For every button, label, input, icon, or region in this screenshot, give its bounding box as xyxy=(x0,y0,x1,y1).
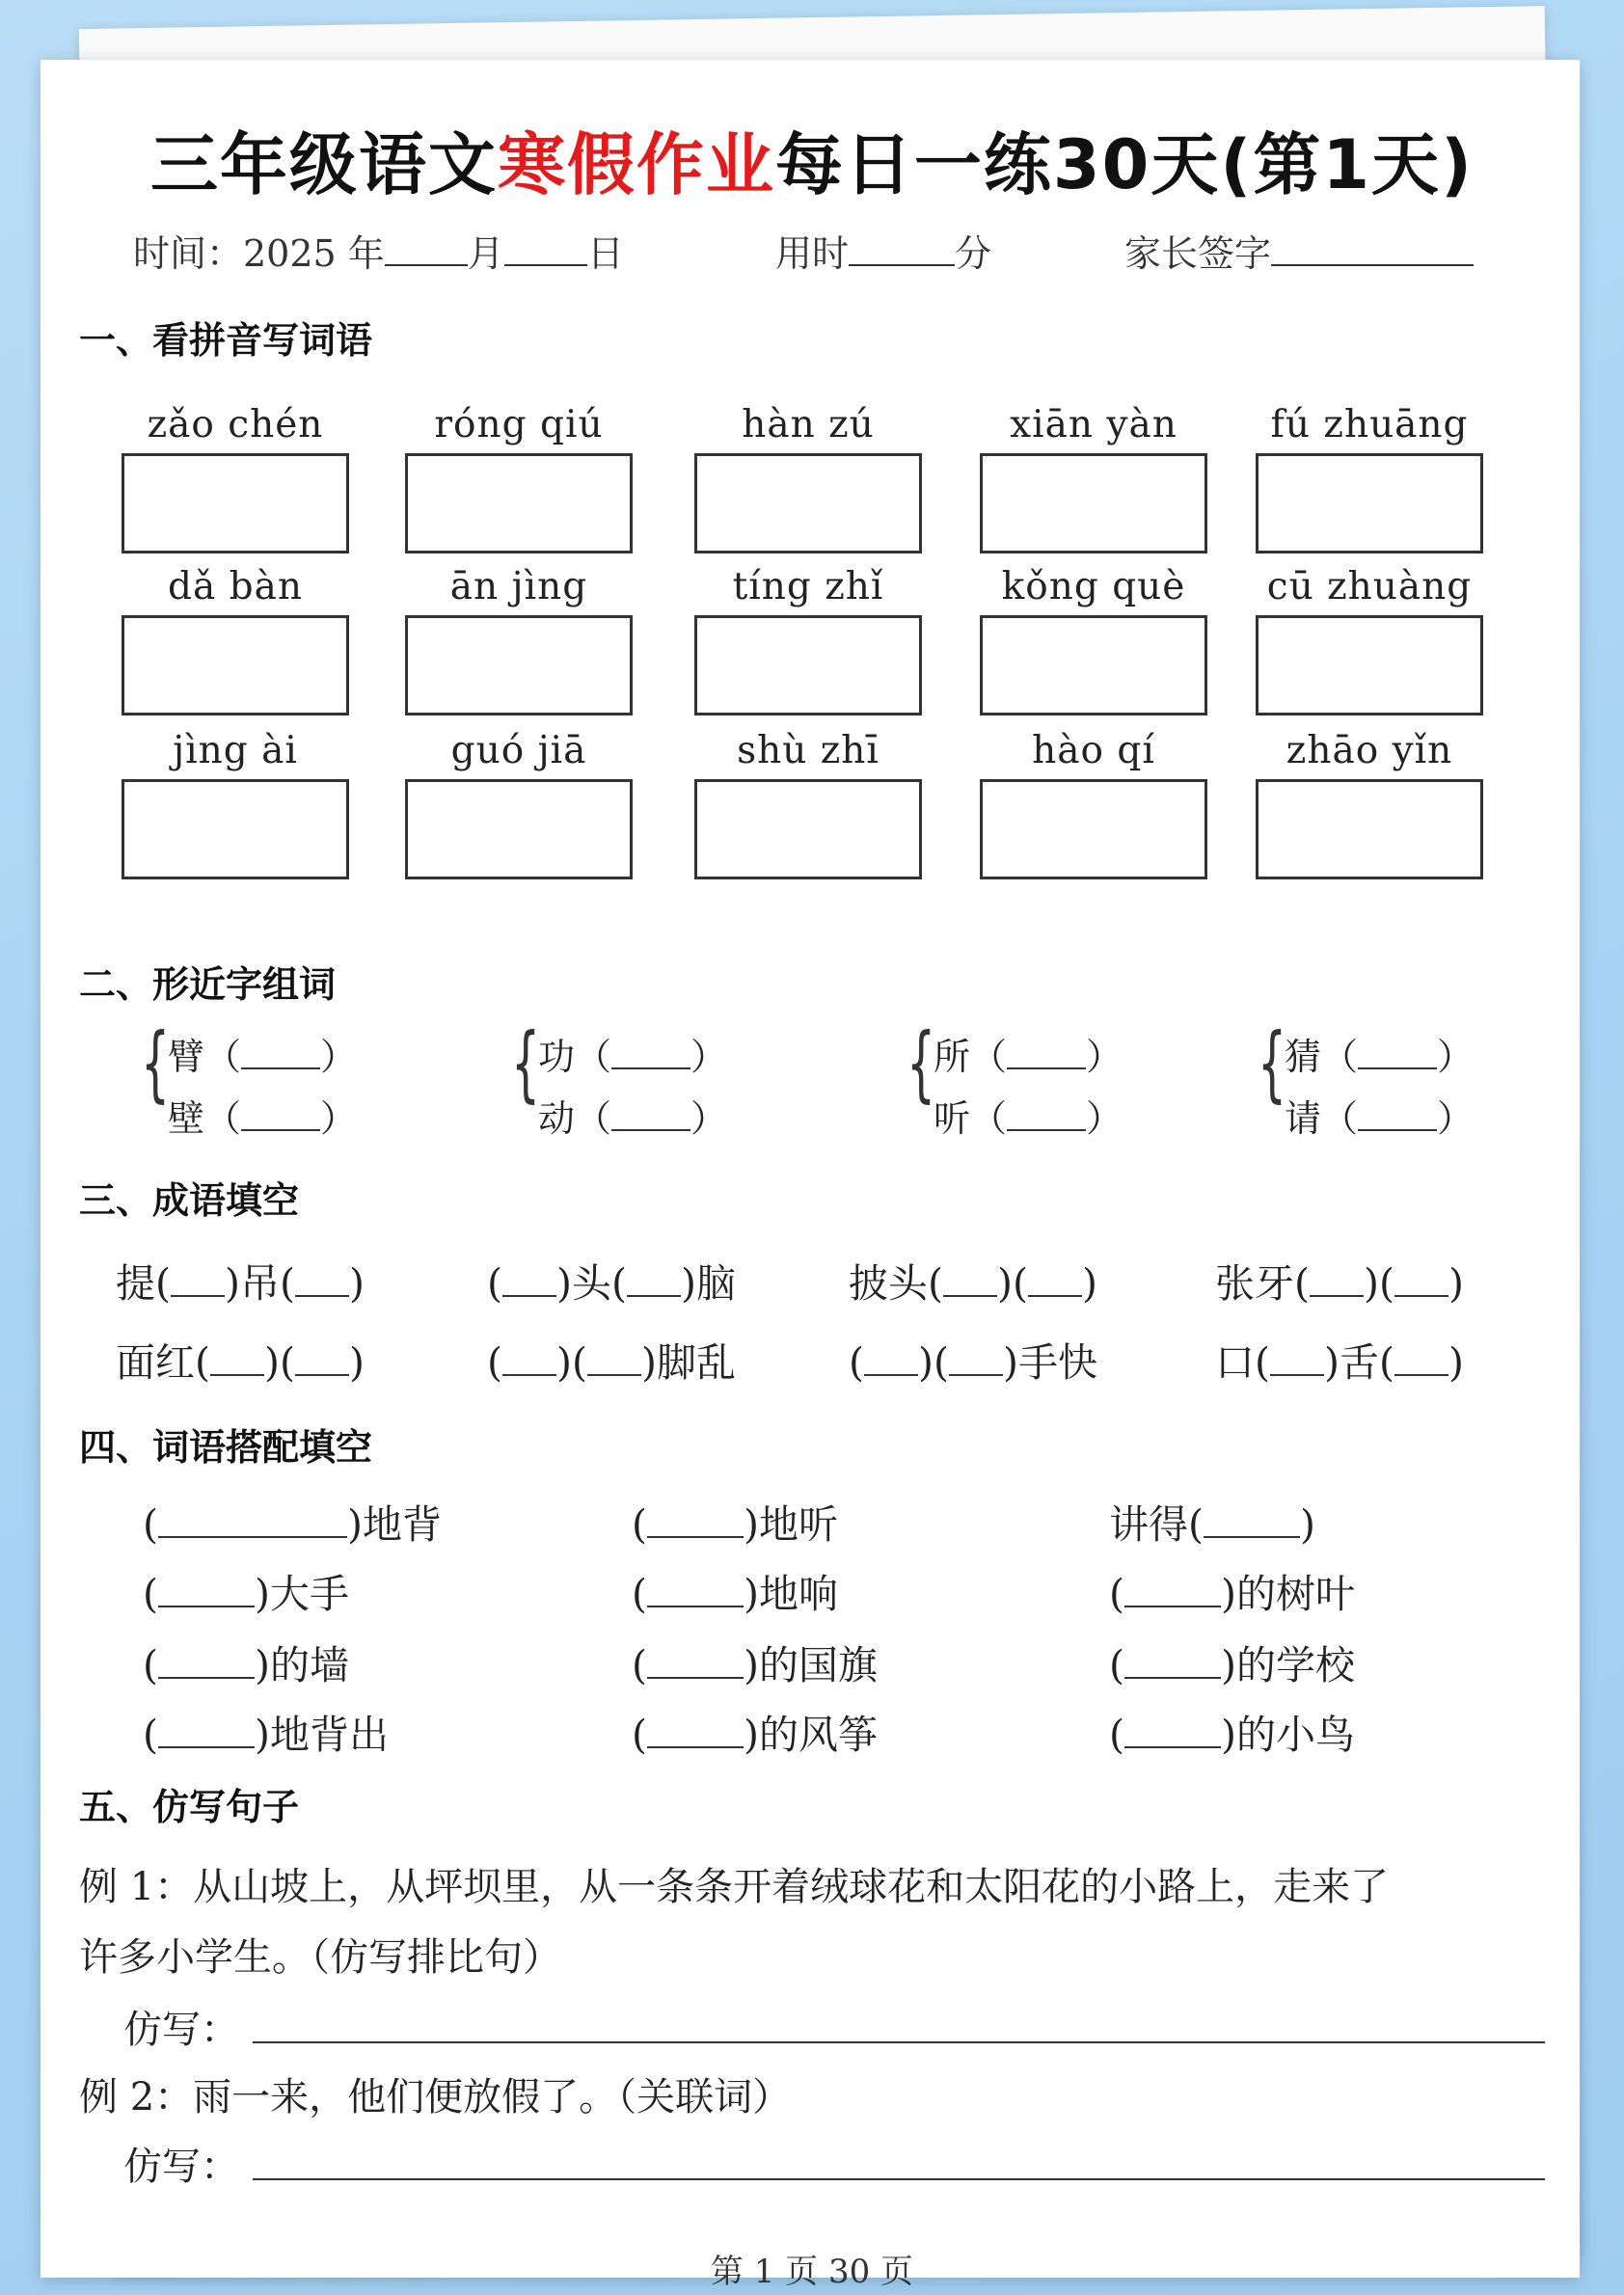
page-number: 第 1 页 30 页 xyxy=(710,2253,914,2291)
page-title: 三年级语文寒假作业每日一练30天(第1天) xyxy=(149,125,1475,204)
example-1-line-1: 例 1：从山坡上，从坪坝里，从一条条开着绒球花和太阳花的小路上，走来了 xyxy=(79,1865,1390,1909)
pinyin-label: guó jiā xyxy=(450,729,587,772)
char-blank[interactable] xyxy=(1358,1035,1437,1069)
collocation-item: ( )地响 xyxy=(632,1571,838,1617)
example-2: 例 2：雨一来，他们便放假了。（关联词） xyxy=(79,2075,792,2120)
char-pair-item: 请（ ） xyxy=(1285,1097,1475,1140)
answer-box[interactable] xyxy=(405,779,633,879)
pinyin-label: shù zhī xyxy=(737,729,880,772)
collocation-blank[interactable] xyxy=(647,1714,744,1748)
idiom-item: 披头( )( ) xyxy=(849,1260,1097,1307)
pinyin-label: cū zhuàng xyxy=(1266,565,1473,608)
duration-blank[interactable] xyxy=(849,235,955,266)
section-5-title: 五、仿写句子 xyxy=(79,1786,300,1828)
collocation-blank[interactable] xyxy=(1124,1714,1221,1748)
idiom-item: 面红( )( ) xyxy=(116,1339,365,1386)
char-pair-item: 功（ ） xyxy=(538,1036,728,1078)
collocation-item: ( )大手 xyxy=(143,1571,349,1617)
pinyin-label: hàn zú xyxy=(742,403,875,446)
year-blank[interactable] xyxy=(385,235,468,266)
answer-box[interactable] xyxy=(122,779,349,879)
section-3-title: 三、成语填空 xyxy=(79,1179,300,1222)
idiom-blank[interactable] xyxy=(1270,1341,1324,1376)
collocation-item: ( )的风筝 xyxy=(632,1712,878,1758)
collocation-blank[interactable] xyxy=(158,1503,347,1538)
idiom-item: 提( )吊( ) xyxy=(116,1260,365,1307)
collocation-item: ( )的国旗 xyxy=(632,1642,878,1688)
collocation-blank[interactable] xyxy=(647,1573,744,1607)
char-blank[interactable] xyxy=(1007,1096,1086,1131)
answer-box[interactable] xyxy=(1256,779,1483,879)
pinyin-label: róng qiú xyxy=(434,403,604,446)
idiom-item: ( )头( )脑 xyxy=(487,1260,736,1307)
pinyin-label: xiān yàn xyxy=(1010,403,1177,446)
answer-box[interactable] xyxy=(694,615,922,716)
idiom-blank[interactable] xyxy=(171,1262,225,1297)
char-blank[interactable] xyxy=(1358,1096,1437,1131)
idiom-blank[interactable] xyxy=(295,1262,349,1297)
idiom-blank[interactable] xyxy=(1394,1262,1448,1297)
collocation-blank[interactable] xyxy=(647,1503,744,1538)
answer-box[interactable] xyxy=(980,779,1207,879)
char-pair-item: 所（ ） xyxy=(934,1036,1123,1078)
idiom-item: 口( )舌( ) xyxy=(1215,1339,1464,1386)
answer-box[interactable] xyxy=(405,615,633,716)
idiom-item: 张牙( )( ) xyxy=(1215,1260,1464,1307)
idiom-blank[interactable] xyxy=(943,1262,997,1297)
section-1-title: 一、看拼音写词语 xyxy=(79,319,373,362)
date-field: 时间：2025 年 月 日 xyxy=(133,232,624,275)
pinyin-label: dǎ bàn xyxy=(168,565,303,608)
collocation-blank[interactable] xyxy=(647,1644,744,1679)
pinyin-label: fú zhuāng xyxy=(1270,403,1469,446)
collocation-blank[interactable] xyxy=(1204,1503,1300,1538)
char-pair-item: 壁（ ） xyxy=(168,1097,358,1140)
pinyin-label: tíng zhǐ xyxy=(732,565,884,608)
idiom-blank[interactable] xyxy=(210,1341,264,1376)
idiom-blank[interactable] xyxy=(949,1341,1003,1376)
brace-icon: { xyxy=(141,1015,171,1112)
collocation-item: ( )的学校 xyxy=(1109,1642,1355,1688)
collocation-item: ( )的树叶 xyxy=(1109,1571,1355,1617)
answer-line-2[interactable] xyxy=(253,2176,1545,2180)
idiom-blank[interactable] xyxy=(502,1341,556,1376)
write-label-2: 仿写： xyxy=(123,2145,239,2189)
answer-box[interactable] xyxy=(694,779,922,879)
pinyin-label: kǒng què xyxy=(1001,565,1186,608)
brace-icon: { xyxy=(511,1015,541,1112)
char-blank[interactable] xyxy=(241,1035,320,1069)
char-blank[interactable] xyxy=(611,1096,690,1131)
pinyin-label: ān jìng xyxy=(449,565,588,608)
answer-box[interactable] xyxy=(122,615,349,716)
duration-field: 用时 分 xyxy=(775,232,992,275)
answer-box[interactable] xyxy=(122,453,349,554)
collocation-item: ( )地背出 xyxy=(143,1712,389,1758)
collocation-item: ( )的小鸟 xyxy=(1109,1712,1355,1758)
answer-box[interactable] xyxy=(405,453,633,554)
collocation-blank[interactable] xyxy=(1124,1644,1221,1679)
char-blank[interactable] xyxy=(1007,1035,1086,1069)
section-2-title: 二、形近字组词 xyxy=(79,963,337,1006)
idiom-blank[interactable] xyxy=(1310,1262,1364,1297)
idiom-blank[interactable] xyxy=(295,1341,349,1376)
pinyin-label: zhāo yǐn xyxy=(1286,729,1453,772)
collocation-blank[interactable] xyxy=(1124,1573,1221,1607)
char-pair-item: 臂（ ） xyxy=(168,1036,358,1078)
idiom-item: ( )( )脚乱 xyxy=(487,1339,736,1386)
collocation-blank[interactable] xyxy=(158,1573,255,1607)
parent-sign-blank[interactable] xyxy=(1271,235,1474,266)
char-blank[interactable] xyxy=(611,1035,690,1069)
char-blank[interactable] xyxy=(241,1096,320,1131)
collocation-item: ( )地听 xyxy=(632,1501,838,1548)
char-pair-item: 猜（ ） xyxy=(1285,1036,1475,1078)
brace-icon: { xyxy=(1258,1015,1287,1112)
idiom-blank[interactable] xyxy=(864,1341,918,1376)
example-1-line-2: 许多小学生。（仿写排比句） xyxy=(79,1935,561,1980)
pinyin-label: hào qí xyxy=(1032,729,1155,772)
collocation-item: ( )地背 xyxy=(143,1501,442,1548)
write-label-1: 仿写： xyxy=(123,2008,239,2052)
section-4-title: 四、词语搭配填空 xyxy=(79,1426,373,1469)
idiom-blank[interactable] xyxy=(627,1262,681,1297)
idiom-blank[interactable] xyxy=(1394,1341,1448,1376)
collocation-blank[interactable] xyxy=(158,1644,255,1679)
answer-box[interactable] xyxy=(1256,453,1483,554)
answer-box[interactable] xyxy=(980,615,1207,716)
idiom-blank[interactable] xyxy=(587,1341,641,1376)
pinyin-label: jìng ài xyxy=(173,729,298,772)
answer-box[interactable] xyxy=(980,453,1207,554)
parent-sign-field: 家长签字 xyxy=(1124,224,1474,277)
brace-icon: { xyxy=(907,1015,936,1112)
idiom-item: ( )( )手快 xyxy=(849,1339,1097,1386)
collocation-item: ( )的墙 xyxy=(143,1642,349,1688)
collocation-item: 讲得( ) xyxy=(1109,1501,1315,1548)
answer-box[interactable] xyxy=(1256,615,1483,716)
collocation-blank[interactable] xyxy=(158,1714,255,1748)
answer-line-1[interactable] xyxy=(253,2039,1545,2043)
idiom-blank[interactable] xyxy=(1028,1262,1082,1297)
char-pair-item: 听（ ） xyxy=(934,1097,1123,1140)
day-blank[interactable] xyxy=(504,235,587,266)
char-pair-item: 动（ ） xyxy=(538,1097,728,1140)
pinyin-label: zǎo chén xyxy=(147,403,324,446)
idiom-blank[interactable] xyxy=(502,1262,556,1297)
answer-box[interactable] xyxy=(694,453,922,554)
